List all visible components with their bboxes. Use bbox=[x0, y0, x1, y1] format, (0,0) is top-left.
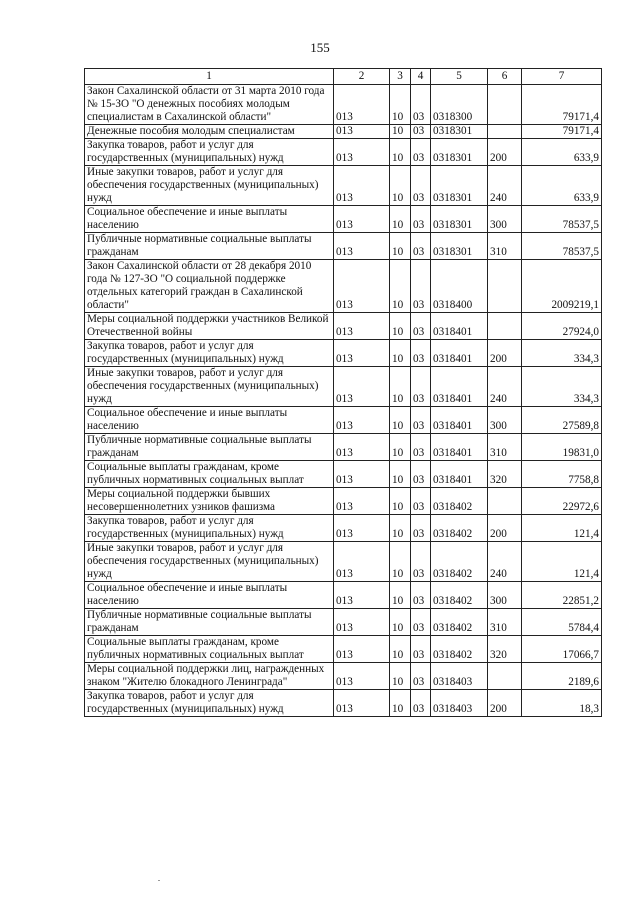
ministry-code-cell: 013 bbox=[334, 407, 390, 434]
section-code-cell: 10 bbox=[390, 85, 411, 125]
table-row bbox=[85, 340, 602, 367]
ministry-code-cell: 013 bbox=[334, 206, 390, 233]
expense-type-cell bbox=[488, 663, 522, 690]
row-name-cell: Меры социальной поддержки бывших несовершеннолетних узников фашизма bbox=[85, 488, 334, 515]
table-row bbox=[85, 233, 602, 260]
subsection-code-cell: 03 bbox=[411, 139, 431, 166]
table-row bbox=[85, 488, 602, 515]
section-code-cell: 10 bbox=[390, 125, 411, 139]
ministry-code-cell: 013 bbox=[334, 233, 390, 260]
subsection-code-cell: 03 bbox=[411, 690, 431, 717]
ministry-code-cell: 013 bbox=[334, 515, 390, 542]
row-name-cell: Социальные выплаты гражданам, кроме публичных нормативных социальных выплат bbox=[85, 461, 334, 488]
ministry-code-cell: 013 bbox=[334, 139, 390, 166]
row-name-cell: Социальное обеспечение и иные выплаты населению bbox=[85, 407, 334, 434]
table-row bbox=[85, 434, 602, 461]
subsection-code-cell: 03 bbox=[411, 636, 431, 663]
amount-cell: 22972,6 bbox=[522, 488, 602, 515]
row-name-cell: Меры социальной поддержки лиц, награжденных знаком "Жителю блокадного Ленинграда" bbox=[85, 663, 334, 690]
ministry-code-cell: 013 bbox=[334, 434, 390, 461]
row-name-cell: Закупка товаров, работ и услуг для государственных (муниципальных) нужд bbox=[85, 139, 334, 166]
ministry-code-cell: 013 bbox=[334, 367, 390, 407]
table-row bbox=[85, 139, 602, 166]
section-code-cell: 10 bbox=[390, 313, 411, 340]
ministry-code-cell: 013 bbox=[334, 260, 390, 313]
header-cell: 3 bbox=[390, 69, 411, 85]
amount-cell: 2189,6 bbox=[522, 663, 602, 690]
expense-type-cell: 240 bbox=[488, 542, 522, 582]
expense-type-cell bbox=[488, 313, 522, 340]
subsection-code-cell: 03 bbox=[411, 542, 431, 582]
target-article-cell: 0318401 bbox=[431, 434, 488, 461]
subsection-code-cell: 03 bbox=[411, 407, 431, 434]
amount-cell: 78537,5 bbox=[522, 206, 602, 233]
row-name-cell: Иные закупки товаров, работ и услуг для обеспечения государственных (муниципальных) нужд bbox=[85, 542, 334, 582]
table-row bbox=[85, 166, 602, 206]
row-name-cell: Иные закупки товаров, работ и услуг для обеспечения государственных (муниципальных) нужд bbox=[85, 367, 334, 407]
ministry-code-cell: 013 bbox=[334, 340, 390, 367]
expense-type-cell: 300 bbox=[488, 582, 522, 609]
expense-type-cell: 200 bbox=[488, 690, 522, 717]
header-cell: 6 bbox=[488, 69, 522, 85]
expense-type-cell: 310 bbox=[488, 609, 522, 636]
amount-cell: 633,9 bbox=[522, 139, 602, 166]
amount-cell: 7758,8 bbox=[522, 461, 602, 488]
subsection-code-cell: 03 bbox=[411, 85, 431, 125]
amount-cell: 2009219,1 bbox=[522, 260, 602, 313]
target-article-cell: 0318402 bbox=[431, 636, 488, 663]
ministry-code-cell: 013 bbox=[334, 461, 390, 488]
section-code-cell: 10 bbox=[390, 407, 411, 434]
table-body bbox=[85, 85, 602, 717]
expense-type-cell: 200 bbox=[488, 340, 522, 367]
table-row bbox=[85, 636, 602, 663]
row-name-cell: Социальное обеспечение и иные выплаты населению bbox=[85, 206, 334, 233]
target-article-cell: 0318301 bbox=[431, 125, 488, 139]
amount-cell: 27589,8 bbox=[522, 407, 602, 434]
target-article-cell: 0318402 bbox=[431, 582, 488, 609]
row-name-cell: Публичные нормативные социальные выплаты гражданам bbox=[85, 434, 334, 461]
target-article-cell: 0318402 bbox=[431, 515, 488, 542]
table-row bbox=[85, 542, 602, 582]
section-code-cell: 10 bbox=[390, 260, 411, 313]
target-article-cell: 0318301 bbox=[431, 166, 488, 206]
section-code-cell: 10 bbox=[390, 233, 411, 260]
target-article-cell: 0318401 bbox=[431, 313, 488, 340]
table-row bbox=[85, 515, 602, 542]
target-article-cell: 0318403 bbox=[431, 663, 488, 690]
row-name-cell: Меры социальной поддержки участников Великой Отечественной войны bbox=[85, 313, 334, 340]
header-cell: 5 bbox=[431, 69, 488, 85]
section-code-cell: 10 bbox=[390, 488, 411, 515]
subsection-code-cell: 03 bbox=[411, 434, 431, 461]
ministry-code-cell: 013 bbox=[334, 542, 390, 582]
header-cell: 1 bbox=[85, 69, 334, 85]
ministry-code-cell: 013 bbox=[334, 125, 390, 139]
row-name-cell: Закупка товаров, работ и услуг для государственных (муниципальных) нужд bbox=[85, 340, 334, 367]
ministry-code-cell: 013 bbox=[334, 582, 390, 609]
subsection-code-cell: 03 bbox=[411, 488, 431, 515]
amount-cell: 19831,0 bbox=[522, 434, 602, 461]
subsection-code-cell: 03 bbox=[411, 206, 431, 233]
table-row bbox=[85, 206, 602, 233]
ministry-code-cell: 013 bbox=[334, 488, 390, 515]
table-row bbox=[85, 313, 602, 340]
section-code-cell: 10 bbox=[390, 139, 411, 166]
expense-type-cell: 310 bbox=[488, 233, 522, 260]
subsection-code-cell: 03 bbox=[411, 609, 431, 636]
target-article-cell: 0318402 bbox=[431, 609, 488, 636]
target-article-cell: 0318400 bbox=[431, 260, 488, 313]
expense-type-cell: 300 bbox=[488, 206, 522, 233]
amount-cell: 27924,0 bbox=[522, 313, 602, 340]
expense-type-cell: 310 bbox=[488, 434, 522, 461]
ministry-code-cell: 013 bbox=[334, 663, 390, 690]
table-row bbox=[85, 609, 602, 636]
scan-mark bbox=[158, 880, 160, 881]
table-row bbox=[85, 125, 602, 139]
amount-cell: 633,9 bbox=[522, 166, 602, 206]
section-code-cell: 10 bbox=[390, 367, 411, 407]
budget-table bbox=[84, 68, 602, 717]
header-cell: 4 bbox=[411, 69, 431, 85]
amount-cell: 5784,4 bbox=[522, 609, 602, 636]
header-cell: 2 bbox=[334, 69, 390, 85]
row-name-cell: Публичные нормативные социальные выплаты гражданам bbox=[85, 609, 334, 636]
section-code-cell: 10 bbox=[390, 206, 411, 233]
ministry-code-cell: 013 bbox=[334, 636, 390, 663]
subsection-code-cell: 03 bbox=[411, 367, 431, 407]
section-code-cell: 10 bbox=[390, 542, 411, 582]
target-article-cell: 0318401 bbox=[431, 407, 488, 434]
subsection-code-cell: 03 bbox=[411, 166, 431, 206]
ministry-code-cell: 013 bbox=[334, 166, 390, 206]
subsection-code-cell: 03 bbox=[411, 461, 431, 488]
expense-type-cell: 200 bbox=[488, 139, 522, 166]
target-article-cell: 0318301 bbox=[431, 139, 488, 166]
amount-cell: 121,4 bbox=[522, 542, 602, 582]
table-row bbox=[85, 85, 602, 125]
row-name-cell: Социальное обеспечение и иные выплаты населению bbox=[85, 582, 334, 609]
table-row bbox=[85, 690, 602, 717]
row-name-cell: Денежные пособия молодым специалистам bbox=[85, 125, 334, 139]
target-article-cell: 0318402 bbox=[431, 542, 488, 582]
target-article-cell: 0318401 bbox=[431, 461, 488, 488]
subsection-code-cell: 03 bbox=[411, 260, 431, 313]
header-cell: 7 bbox=[522, 69, 602, 85]
row-name-cell: Публичные нормативные социальные выплаты гражданам bbox=[85, 233, 334, 260]
section-code-cell: 10 bbox=[390, 515, 411, 542]
ministry-code-cell: 013 bbox=[334, 609, 390, 636]
section-code-cell: 10 bbox=[390, 582, 411, 609]
section-code-cell: 10 bbox=[390, 663, 411, 690]
subsection-code-cell: 03 bbox=[411, 515, 431, 542]
section-code-cell: 10 bbox=[390, 461, 411, 488]
target-article-cell: 0318301 bbox=[431, 233, 488, 260]
subsection-code-cell: 03 bbox=[411, 125, 431, 139]
expense-type-cell: 240 bbox=[488, 367, 522, 407]
header-row bbox=[85, 69, 602, 85]
subsection-code-cell: 03 bbox=[411, 313, 431, 340]
amount-cell: 79171,4 bbox=[522, 125, 602, 139]
table-row bbox=[85, 367, 602, 407]
subsection-code-cell: 03 bbox=[411, 233, 431, 260]
target-article-cell: 0318403 bbox=[431, 690, 488, 717]
subsection-code-cell: 03 bbox=[411, 340, 431, 367]
subsection-code-cell: 03 bbox=[411, 663, 431, 690]
expense-type-cell bbox=[488, 260, 522, 313]
target-article-cell: 0318300 bbox=[431, 85, 488, 125]
target-article-cell: 0318401 bbox=[431, 340, 488, 367]
table-row bbox=[85, 663, 602, 690]
row-name-cell: Закупка товаров, работ и услуг для государственных (муниципальных) нужд bbox=[85, 515, 334, 542]
table-row bbox=[85, 407, 602, 434]
target-article-cell: 0318301 bbox=[431, 206, 488, 233]
target-article-cell: 0318402 bbox=[431, 488, 488, 515]
expense-type-cell bbox=[488, 85, 522, 125]
amount-cell: 17066,7 bbox=[522, 636, 602, 663]
amount-cell: 334,3 bbox=[522, 340, 602, 367]
ministry-code-cell: 013 bbox=[334, 85, 390, 125]
expense-type-cell: 320 bbox=[488, 461, 522, 488]
expense-type-cell: 240 bbox=[488, 166, 522, 206]
amount-cell: 18,3 bbox=[522, 690, 602, 717]
section-code-cell: 10 bbox=[390, 434, 411, 461]
ministry-code-cell: 013 bbox=[334, 313, 390, 340]
page-number: 155 bbox=[310, 40, 330, 55]
section-code-cell: 10 bbox=[390, 636, 411, 663]
amount-cell: 22851,2 bbox=[522, 582, 602, 609]
table-row bbox=[85, 582, 602, 609]
target-article-cell: 0318401 bbox=[431, 367, 488, 407]
ministry-code-cell: 013 bbox=[334, 690, 390, 717]
section-code-cell: 10 bbox=[390, 340, 411, 367]
row-name-cell: Иные закупки товаров, работ и услуг для обеспечения государственных (муниципальных) нужд bbox=[85, 166, 334, 206]
expense-type-cell: 320 bbox=[488, 636, 522, 663]
table-row bbox=[85, 461, 602, 488]
amount-cell: 121,4 bbox=[522, 515, 602, 542]
amount-cell: 79171,4 bbox=[522, 85, 602, 125]
row-name-cell: Закупка товаров, работ и услуг для государственных (муниципальных) нужд bbox=[85, 690, 334, 717]
table-row bbox=[85, 260, 602, 313]
expense-type-cell: 300 bbox=[488, 407, 522, 434]
expense-type-cell: 200 bbox=[488, 515, 522, 542]
amount-cell: 334,3 bbox=[522, 367, 602, 407]
expense-type-cell bbox=[488, 125, 522, 139]
subsection-code-cell: 03 bbox=[411, 582, 431, 609]
section-code-cell: 10 bbox=[390, 690, 411, 717]
row-name-cell: Закон Сахалинской области от 31 марта 2010 года № 15-ЗО "О денежных пособиях молодым специалистам в Сахалинской области" bbox=[85, 85, 334, 125]
row-name-cell: Закон Сахалинской области от 28 декабря 2010 года № 127-ЗО "О социальной поддержке отдельных категорий граждан в Сахалинской области" bbox=[85, 260, 334, 313]
row-name-cell: Социальные выплаты гражданам, кроме публичных нормативных социальных выплат bbox=[85, 636, 334, 663]
section-code-cell: 10 bbox=[390, 166, 411, 206]
amount-cell: 78537,5 bbox=[522, 233, 602, 260]
expense-type-cell bbox=[488, 488, 522, 515]
section-code-cell: 10 bbox=[390, 609, 411, 636]
